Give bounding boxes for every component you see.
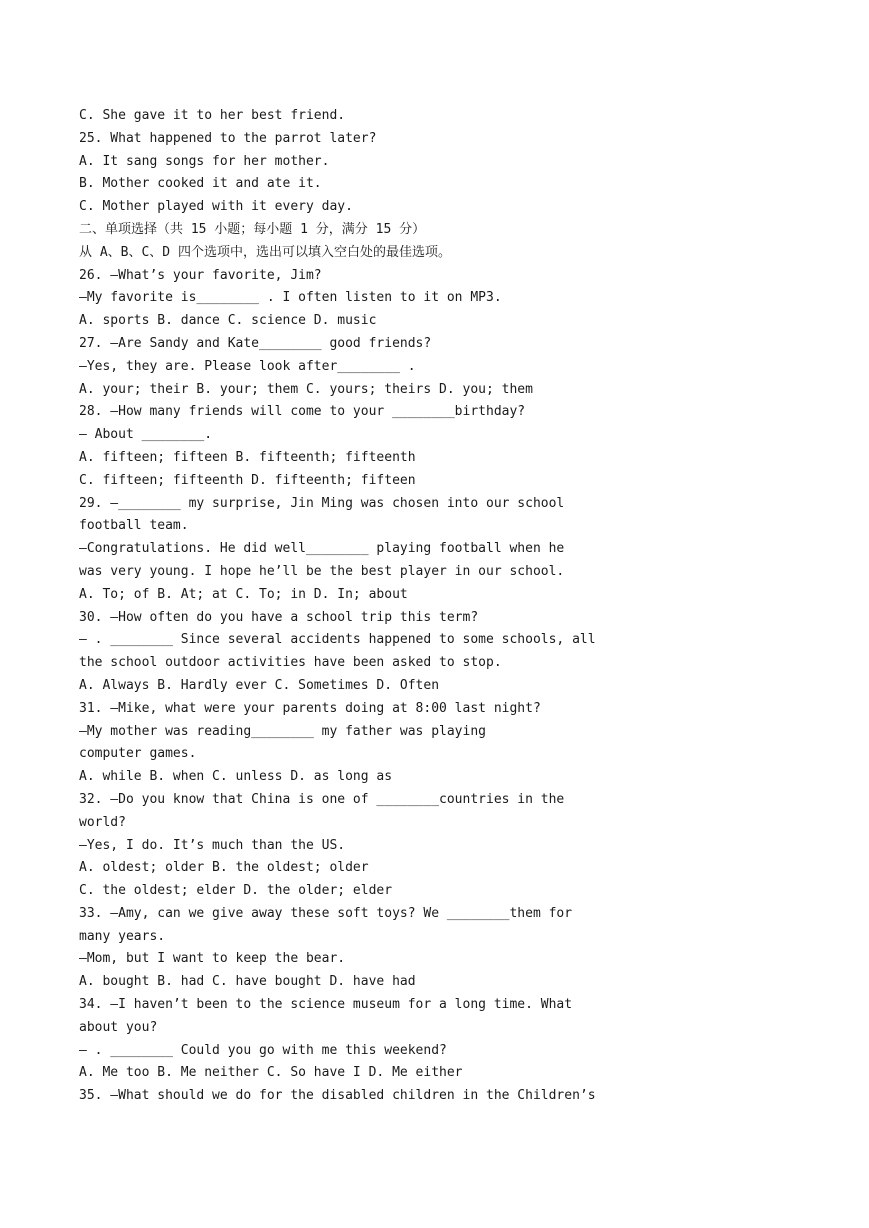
text-line: 27. —Are Sandy and Kate________ good friends? bbox=[79, 335, 432, 351]
text-line: 34. —I haven’t been to the science museum for a long time. What bbox=[79, 997, 573, 1013]
text-line: C. Mother played with it every day. bbox=[79, 199, 353, 215]
text-line: C. She gave it to her best friend. bbox=[79, 108, 346, 123]
text-line: football team. bbox=[79, 518, 189, 534]
text-line: A. bought B. had C. have bought D. have had bbox=[79, 974, 416, 990]
text-line: 31. —Mike, what were your parents doing at 8:00 last night? bbox=[79, 700, 541, 716]
text-line: computer games. bbox=[79, 746, 197, 762]
document-page bbox=[79, 105, 839, 1108]
text-line: 32. —Do you know that China is one of ________countries in the bbox=[79, 791, 565, 807]
text-line: A. fifteen; fifteen B. fifteenth; fifteenth bbox=[79, 449, 416, 465]
text-line: 从 A、B、C、D 四个选项中，选出可以填入空白处的最佳选项。 bbox=[79, 244, 451, 260]
text-line: 二、单项选择（共 15 小题；每小题 1 分，满分 15 分） bbox=[79, 221, 426, 237]
text-line: A. Always B. Hardly ever C. Sometimes D. Often bbox=[79, 677, 440, 693]
text-line: many years. bbox=[79, 928, 166, 944]
text-line: world? bbox=[79, 814, 126, 830]
text-line: A. sports B. dance C. science D. music bbox=[79, 313, 377, 329]
text-line: was very young. I hope he’ll be the best player in our school. bbox=[79, 563, 565, 579]
text-line: —Yes, I do. It’s much than the US. bbox=[79, 837, 346, 853]
text-line: 28. —How many friends will come to your ________birthday? bbox=[79, 404, 526, 420]
text-line: C. fifteen; fifteenth D. fifteenth; fifteen bbox=[79, 472, 416, 488]
text-line: A. To; of B. At; at C. To; in D. In; about bbox=[79, 586, 408, 602]
text-line: C. the oldest; elder D. the older; elder bbox=[79, 883, 393, 899]
text-line: 26. —What’s your favorite, Jim? bbox=[79, 267, 322, 283]
text-line: —Yes, they are. Please look after________ . bbox=[79, 358, 416, 374]
text-line: A. oldest; older B. the oldest; older bbox=[79, 860, 369, 876]
text-line: A. while B. when C. unless D. as long as bbox=[79, 769, 393, 785]
text-line: —Congratulations. He did well________ playing football when he bbox=[79, 541, 565, 557]
text-line: A. your; their B. your; them C. yours; theirs D. you; them bbox=[79, 381, 533, 397]
text-line: about you? bbox=[79, 1019, 158, 1035]
text-line: —My mother was reading________ my father was playing bbox=[79, 723, 486, 739]
text-line: B. Mother cooked it and ate it. bbox=[79, 176, 322, 192]
text-line: A. Me too B. Me neither C. So have I D. Me either bbox=[79, 1065, 463, 1081]
text-line: A. It sang songs for her mother. bbox=[79, 153, 330, 169]
text-line: 33. —Amy, can we give away these soft toys? We ________them for bbox=[79, 905, 573, 921]
text-line: — . ________ Could you go with me this weekend? bbox=[79, 1042, 447, 1058]
text-line: 29. —________ my surprise, Jin Ming was chosen into our school bbox=[79, 495, 565, 511]
text-line: 30. —How often do you have a school trip this term? bbox=[79, 609, 479, 625]
text-line: —My favorite is________ . I often listen to it on MP3. bbox=[79, 290, 502, 306]
text-line: — . ________ Since several accidents happened to some schools, all bbox=[79, 632, 596, 648]
text-line: —Mom, but I want to keep the bear. bbox=[79, 951, 346, 967]
text-line: — About ________. bbox=[79, 427, 213, 443]
text-line: 25. What happened to the parrot later? bbox=[79, 130, 377, 146]
text-line: 35. —What should we do for the disabled children in the Children’s bbox=[79, 1088, 596, 1104]
text-line: the school outdoor activities have been asked to stop. bbox=[79, 655, 502, 671]
